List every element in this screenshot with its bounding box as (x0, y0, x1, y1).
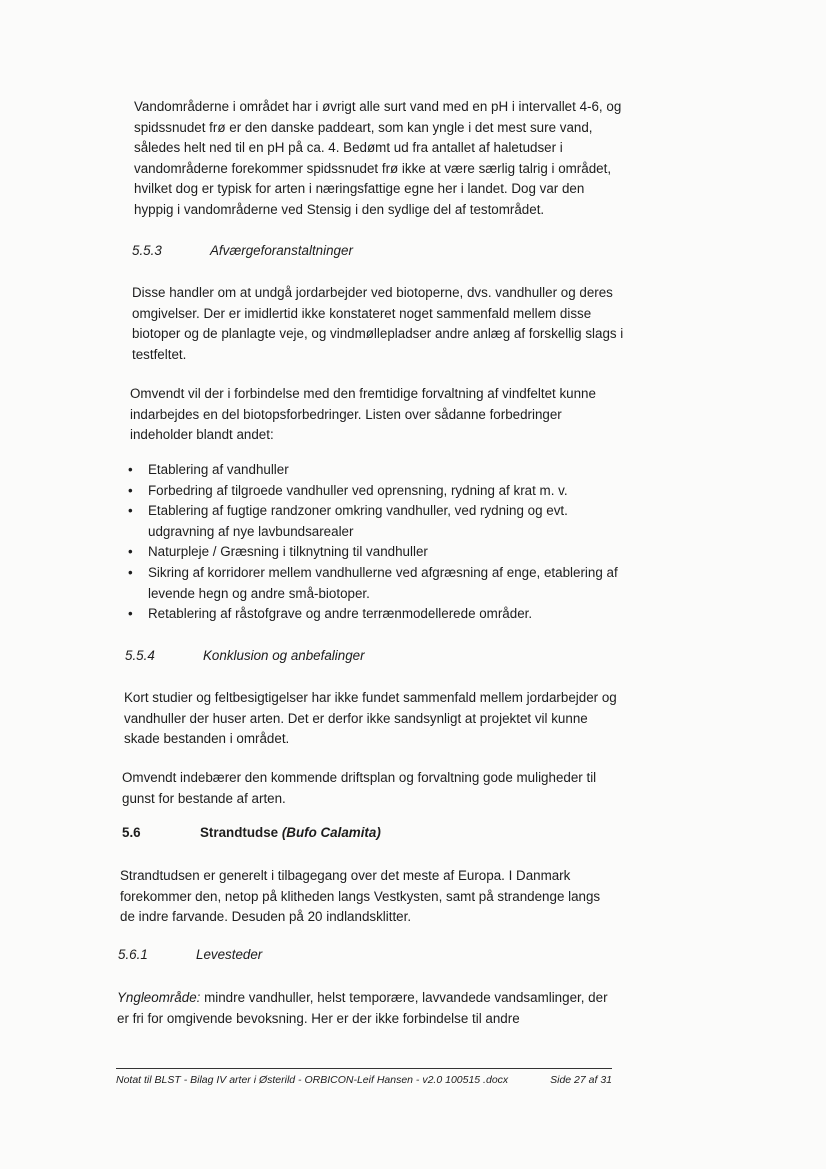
bullet-icon: • (128, 564, 133, 580)
paragraph-strandtudse: Strandtudsen er generelt i tilbagegang over det meste af Europa. I Danmark forekommer den, netop på klitheden langs Vestkysten, samt på strandenge langs de indre farvande. Desuden på 20 indlandsklitter. (120, 868, 601, 925)
list-item: • Sikring af korridorer mellem vandhullerne ved afgræsning af enge, etablering af levende hegn og andre små-biotoper. (128, 564, 618, 601)
heading-5-6 (122, 823, 381, 843)
paragraph-intro: Vandområderne i området har i øvrigt alle surt vand med en pH i intervallet 4-6, og spidssnudet frø er den danske paddeart, som kan yngle i det mest sure vand, således helt ned til en pH på ca. 4. Bedømt ud fra antallet af haletudser i vandområderne forekommer spidssnudet frø ikke at være særlig talrig i området, hvilket dog er typisk for arten i næringsfattige egne her i landet. Dog var den hyppig i vandområderne ved Stensig i den sydlige del af testområdet. (134, 99, 622, 217)
paragraph-afvaerge-1: Disse handler om at undgå jordarbejder ved biotoperne, dvs. vandhuller og deres omgivelser. Der er imidlertid ikke konstateret noget sammenfald mellem disse biotoper og de planlagte veje, og vindmøllepladser andre anlæg af forskellig slags i testfeltet. (132, 285, 624, 362)
footer-document-name: Notat til BLST - Bilag IV arter i Østerild - ORBICON-Leif Hansen - v2.0 100515 .docx (116, 1074, 509, 1086)
heading-number: 5.5.3 (132, 243, 162, 258)
heading-5-5-3 (132, 241, 353, 261)
list-item: • Forbedring af tilgroede vandhuller ved oprensning, rydning af krat m. v. (126, 481, 626, 502)
improvement-list (126, 460, 626, 625)
heading-title: Konklusion og anbefalinger (203, 648, 365, 663)
list-item: • Etablering af vandhuller (126, 460, 626, 481)
list-item: • Retablering af råstofgrave og andre terrænmodellerede områder. (126, 604, 626, 625)
heading-title: Afværgeforanstaltninger (210, 243, 353, 258)
heading-number: 5.6 (122, 825, 141, 840)
page-footer (116, 1072, 612, 1088)
bullet-icon: • (128, 606, 133, 622)
paragraph-konklusion-2: Omvendt indebærer den kommende driftsplan og forvaltning gode muligheder til gunst for bestande af arten. (122, 770, 597, 806)
bullet-icon: • (128, 544, 133, 560)
list-item: • Naturpleje / Græsning i tilknytning til vandhuller (126, 542, 626, 563)
paragraph-konklusion-1: Kort studier og feltbesigtigelser har ikke fundet sammenfald mellem jordarbejder og vandhuller der huser arten. Det er derfor ikke sandsynligt at projektet vil kunne skade bestanden i området. (124, 690, 617, 747)
heading-5-6-1 (118, 945, 262, 965)
heading-latin-name: (Bufo Calamita) (281, 825, 381, 840)
heading-5-5-4 (125, 646, 365, 666)
paragraph-afvaerge-2: Omvendt vil der i forbindelse med den fremtidige forvaltning af vindfeltet kunne indarbejdes en del biotopsforbedringer. Listen over sådanne forbedringer indeholder blandt andet: (130, 386, 596, 443)
footer-divider (116, 1068, 612, 1069)
list-item: • Etablering af fugtige randzoner omkring vandhuller, ved rydning og evt. udgravning af nye lavbundsarealer (128, 503, 568, 539)
footer-page-number: Side 27 af 31 (550, 1074, 612, 1086)
bullet-icon: • (128, 503, 133, 519)
heading-title: Levesteder (196, 947, 263, 962)
bullet-icon: • (128, 462, 133, 477)
bullet-icon: • (128, 482, 133, 498)
heading-number: 5.6.1 (118, 947, 148, 962)
paragraph-yngleomraade: Yngleområde: mindre vandhuller, helst temporære, lavvandede vandsamlinger, der er fri for omgivende bevoksning. Her er der ikke forbindelse til andre (117, 990, 608, 1026)
heading-number: 5.5.4 (125, 648, 155, 663)
heading-title: Strandtudse (200, 825, 282, 840)
inline-label: Yngleområde: (117, 990, 201, 1005)
